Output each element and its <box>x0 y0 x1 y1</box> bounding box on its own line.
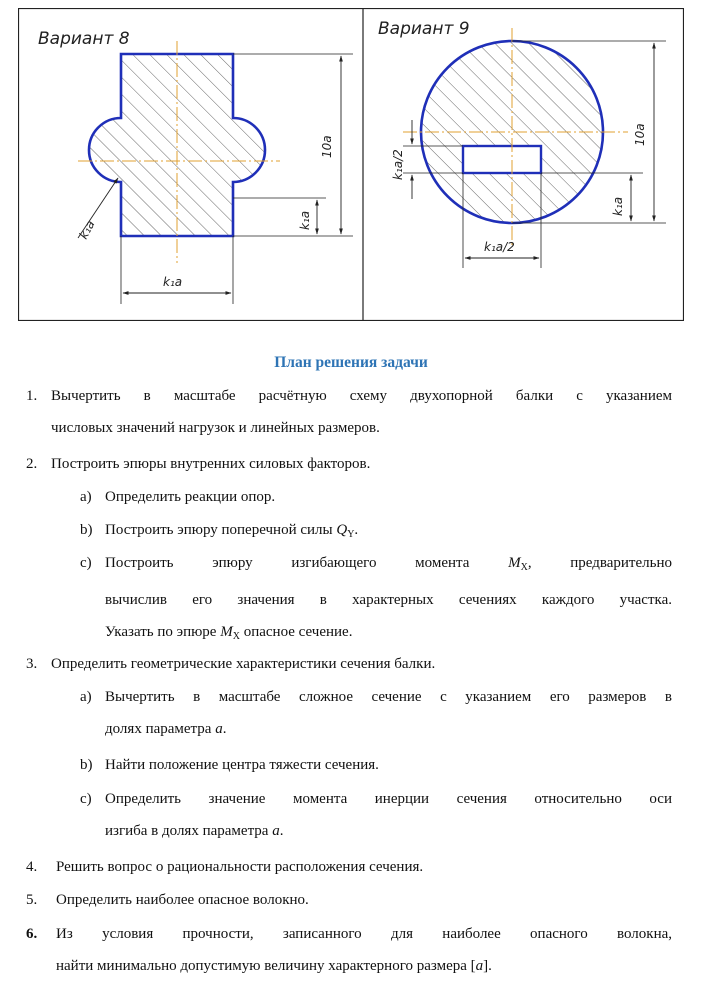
variant-9-hole <box>463 146 541 173</box>
cross-section-figure <box>18 8 684 321</box>
list-item: b) Найти положение центра тяжести сечения. <box>80 757 379 773</box>
variant-9-hole-height-label: k₁a/2 <box>391 149 405 180</box>
variant-8-title: Вариант 8 <box>38 29 130 49</box>
list-item: 3. Определить геометрические характеристики сечения балки. <box>26 656 436 672</box>
plan-heading: План решения задачи <box>274 354 428 371</box>
variant-9-offset-label: k₁a <box>611 196 625 216</box>
list-item: 2. Построить эпюры внутренних силовых факторов. <box>26 456 371 472</box>
variant-8-height-label: 10a <box>320 135 334 158</box>
list-item: c) Построить эпюру изгибающего момента $M_X$, предварительно вычислив его значения в характерных сечениях каждого участка. Указать по эпюре $M_X$ опасное сечение. <box>80 555 672 642</box>
list-item: b) Построить эпюру поперечной силы $Q_Y$. <box>80 522 359 540</box>
list-item: c) Определить значение момента инерции сечения относительно оси изгиба в долях параметра a. <box>80 791 672 839</box>
list-item: 5. Определить наиболее опасное волокно. <box>26 892 309 908</box>
list-item: 1. Вычертить в масштабе расчётную схему двухопорной балки с указанием числовых значений нагрузок и линейных размеров. <box>26 388 672 436</box>
list-item: 4. Решить вопрос о рациональности расположения сечения. <box>26 859 424 875</box>
list-item: a) Определить реакции опор. <box>80 489 276 505</box>
variant-9-section <box>378 19 666 268</box>
variant-8-width-label: k₁a <box>163 275 183 289</box>
list-item: a) Вычертить в масштабе сложное сечение с указанием его размеров в долях параметра a. <box>80 689 672 737</box>
variant-8-step-label: k₁a <box>298 210 312 230</box>
variant-9-title: Вариант 9 <box>378 19 470 39</box>
variant-9-hole-width-label: k₁a/2 <box>484 240 515 254</box>
variant-9-height-label: 10a <box>633 123 647 146</box>
variant-8-radius-label: k₁a <box>76 217 98 242</box>
list-item: 6. Из условия прочности, записанного для наиболее опасного волокна, найти минимально допустимую величину характерного размера [a]. <box>26 926 672 974</box>
variant-8-section <box>38 29 353 304</box>
